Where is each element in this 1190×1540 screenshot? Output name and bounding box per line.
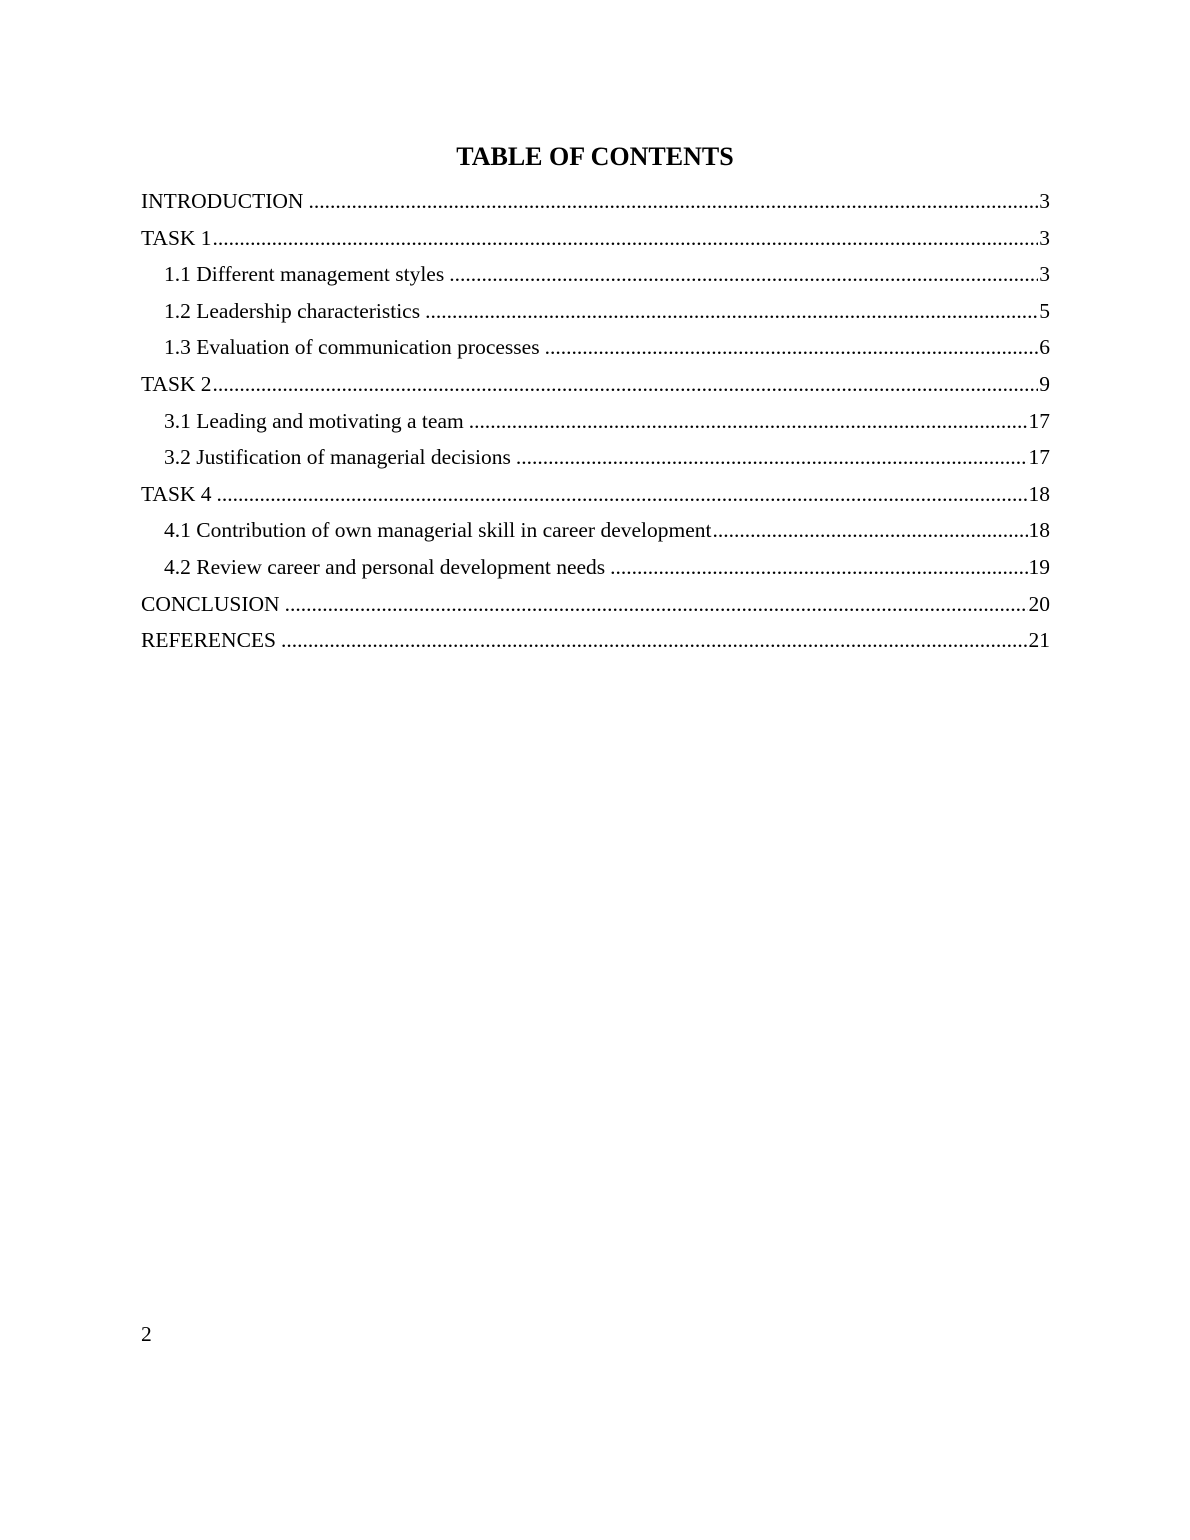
dot-leader: [449, 256, 1038, 293]
toc-entry-page: 17: [1028, 445, 1050, 470]
toc-list: [141, 183, 1050, 659]
toc-entry-label: 3.1 Leading and motivating a team: [164, 408, 464, 433]
toc-entry-label: TASK 4: [141, 481, 212, 506]
toc-entry-label: TASK 1: [141, 225, 212, 250]
toc-entry-page: 17: [1028, 408, 1050, 433]
toc-entry-page: 6: [1039, 335, 1050, 360]
dot-leader: [516, 439, 1028, 476]
toc-entry-label: REFERENCES: [141, 628, 276, 653]
toc-entry-1-3[interactable]: [141, 329, 1050, 366]
toc-entry-page: 9: [1039, 371, 1050, 396]
dot-leader: [213, 366, 1039, 403]
dot-leader: [285, 586, 1028, 623]
toc-entry-introduction[interactable]: [141, 183, 1050, 220]
toc-entry-page: 18: [1028, 481, 1050, 506]
dot-leader: [545, 329, 1039, 366]
toc-entry-label: 4.2 Review career and personal development needs: [164, 554, 606, 579]
dot-leader: [610, 549, 1027, 586]
dot-leader: [281, 622, 1028, 659]
toc-entry-label: 1.1 Different management styles: [164, 262, 445, 287]
toc-entry-label: CONCLUSION: [141, 591, 280, 616]
dot-leader: [213, 220, 1039, 257]
toc-entry-1-2[interactable]: [141, 293, 1050, 330]
dot-leader: [425, 293, 1038, 330]
toc-entry-task-1[interactable]: [141, 220, 1050, 257]
toc-entry-label: 1.2 Leadership characteristics: [164, 298, 421, 323]
dot-leader: [713, 512, 1028, 549]
toc-entry-page: 3: [1039, 262, 1050, 287]
dot-leader: [308, 183, 1038, 220]
toc-entry-references[interactable]: [141, 622, 1050, 659]
toc-entry-4-1[interactable]: [141, 512, 1050, 549]
toc-entry-1-1[interactable]: [141, 256, 1050, 293]
toc-entry-page: 20: [1028, 591, 1050, 616]
toc-entry-page: 18: [1028, 518, 1050, 543]
toc-entry-page: 19: [1028, 554, 1050, 579]
toc-entry-label: 3.2 Justification of managerial decisions: [164, 445, 511, 470]
toc-entry-4-2[interactable]: [141, 549, 1050, 586]
toc-entry-page: 5: [1039, 298, 1050, 323]
toc-entry-page: 21: [1028, 628, 1050, 653]
toc-title: TABLE OF CONTENTS: [456, 142, 734, 171]
toc-entry-page: 3: [1039, 225, 1050, 250]
toc-entry-label: 1.3 Evaluation of communication processes: [164, 335, 540, 360]
toc-entry-page: 3: [1039, 189, 1050, 213]
toc-entry-3-1[interactable]: [141, 403, 1050, 440]
toc-entry-label: 4.1 Contribution of own managerial skill in career development: [164, 518, 712, 543]
toc-entry-task-2[interactable]: [141, 366, 1050, 403]
dot-leader: [469, 403, 1028, 440]
toc-entry-3-2[interactable]: [141, 439, 1050, 476]
toc-entry-conclusion[interactable]: [141, 586, 1050, 623]
toc-entry-label: INTRODUCTION: [141, 189, 304, 213]
dot-leader: [217, 476, 1028, 513]
toc-entry-task-4[interactable]: [141, 476, 1050, 513]
page-number: 2: [141, 1322, 152, 1346]
toc-entry-label: TASK 2: [141, 371, 212, 396]
